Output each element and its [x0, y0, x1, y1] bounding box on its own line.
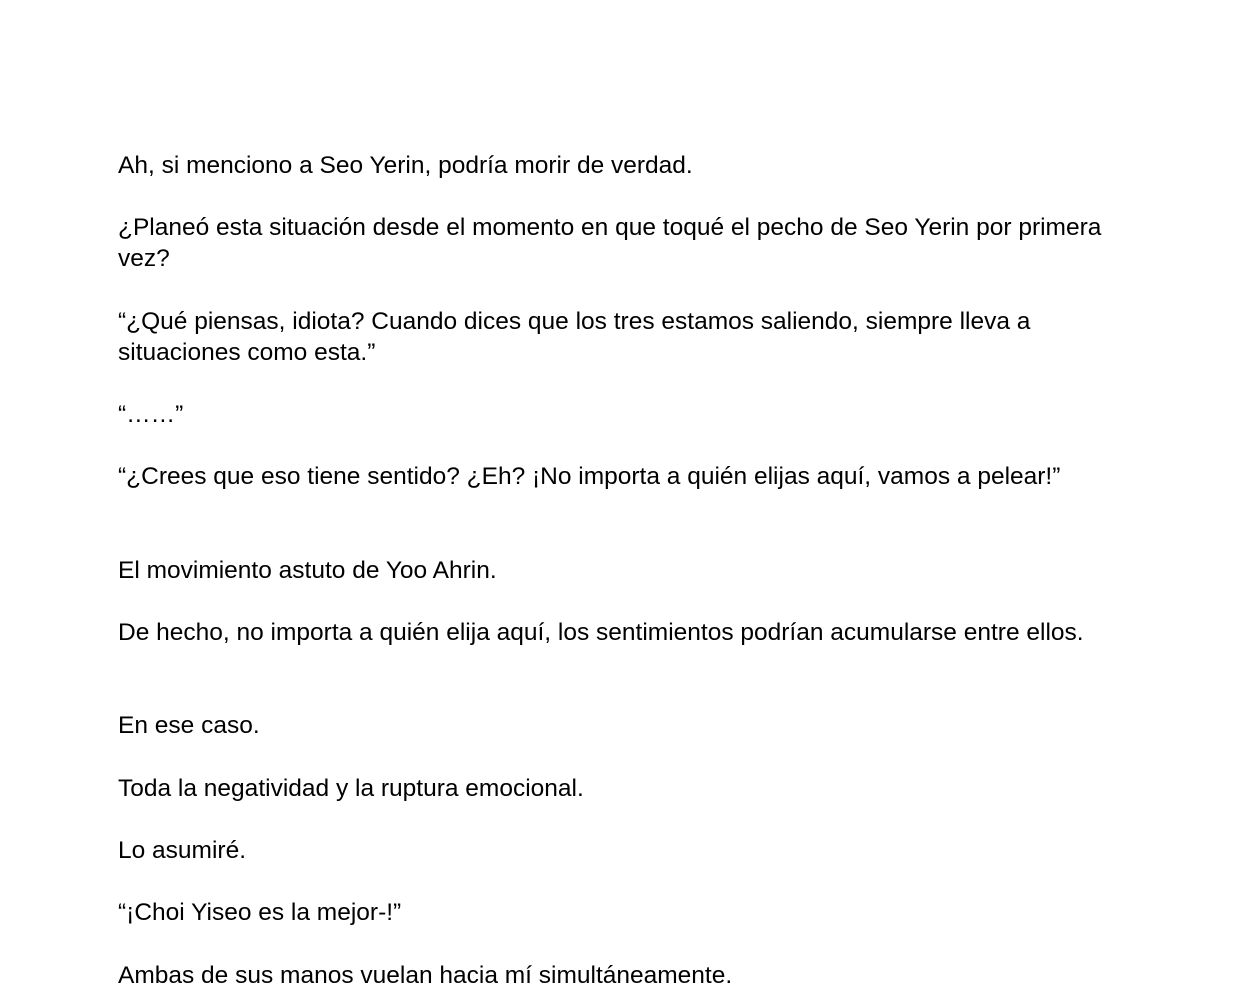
paragraph: Ambas de sus manos vuelan hacia mí simultáneamente.	[118, 962, 733, 989]
paragraph: “¡Choi Yiseo es la mejor-!”	[118, 899, 402, 926]
paragraph: “……”	[118, 401, 184, 428]
paragraph: ¿Planeó esta situación desde el momento en que toqué el pecho de Seo Yerin por primera vez?	[118, 214, 1102, 272]
paragraph: El movimiento astuto de Yoo Ahrin.	[118, 557, 497, 584]
paragraph: Toda la negatividad y la ruptura emocional.	[118, 775, 584, 802]
paragraph: Lo asumiré.	[118, 837, 247, 864]
paragraph: De hecho, no importa a quién elija aquí, los sentimientos podrían acumularse entre ellos.	[118, 619, 1084, 646]
paragraph: “¿Qué piensas, idiota? Cuando dices que los tres estamos saliendo, siempre lleva a situaciones como esta.”	[118, 308, 1031, 366]
paragraph: “¿Crees que eso tiene sentido? ¿Eh? ¡No importa a quién elijas aquí, vamos a pelear!”	[118, 463, 1061, 490]
paragraph: En ese caso.	[118, 712, 260, 739]
paragraph: Ah, si menciono a Seo Yerin, podría morir de verdad.	[118, 152, 693, 179]
